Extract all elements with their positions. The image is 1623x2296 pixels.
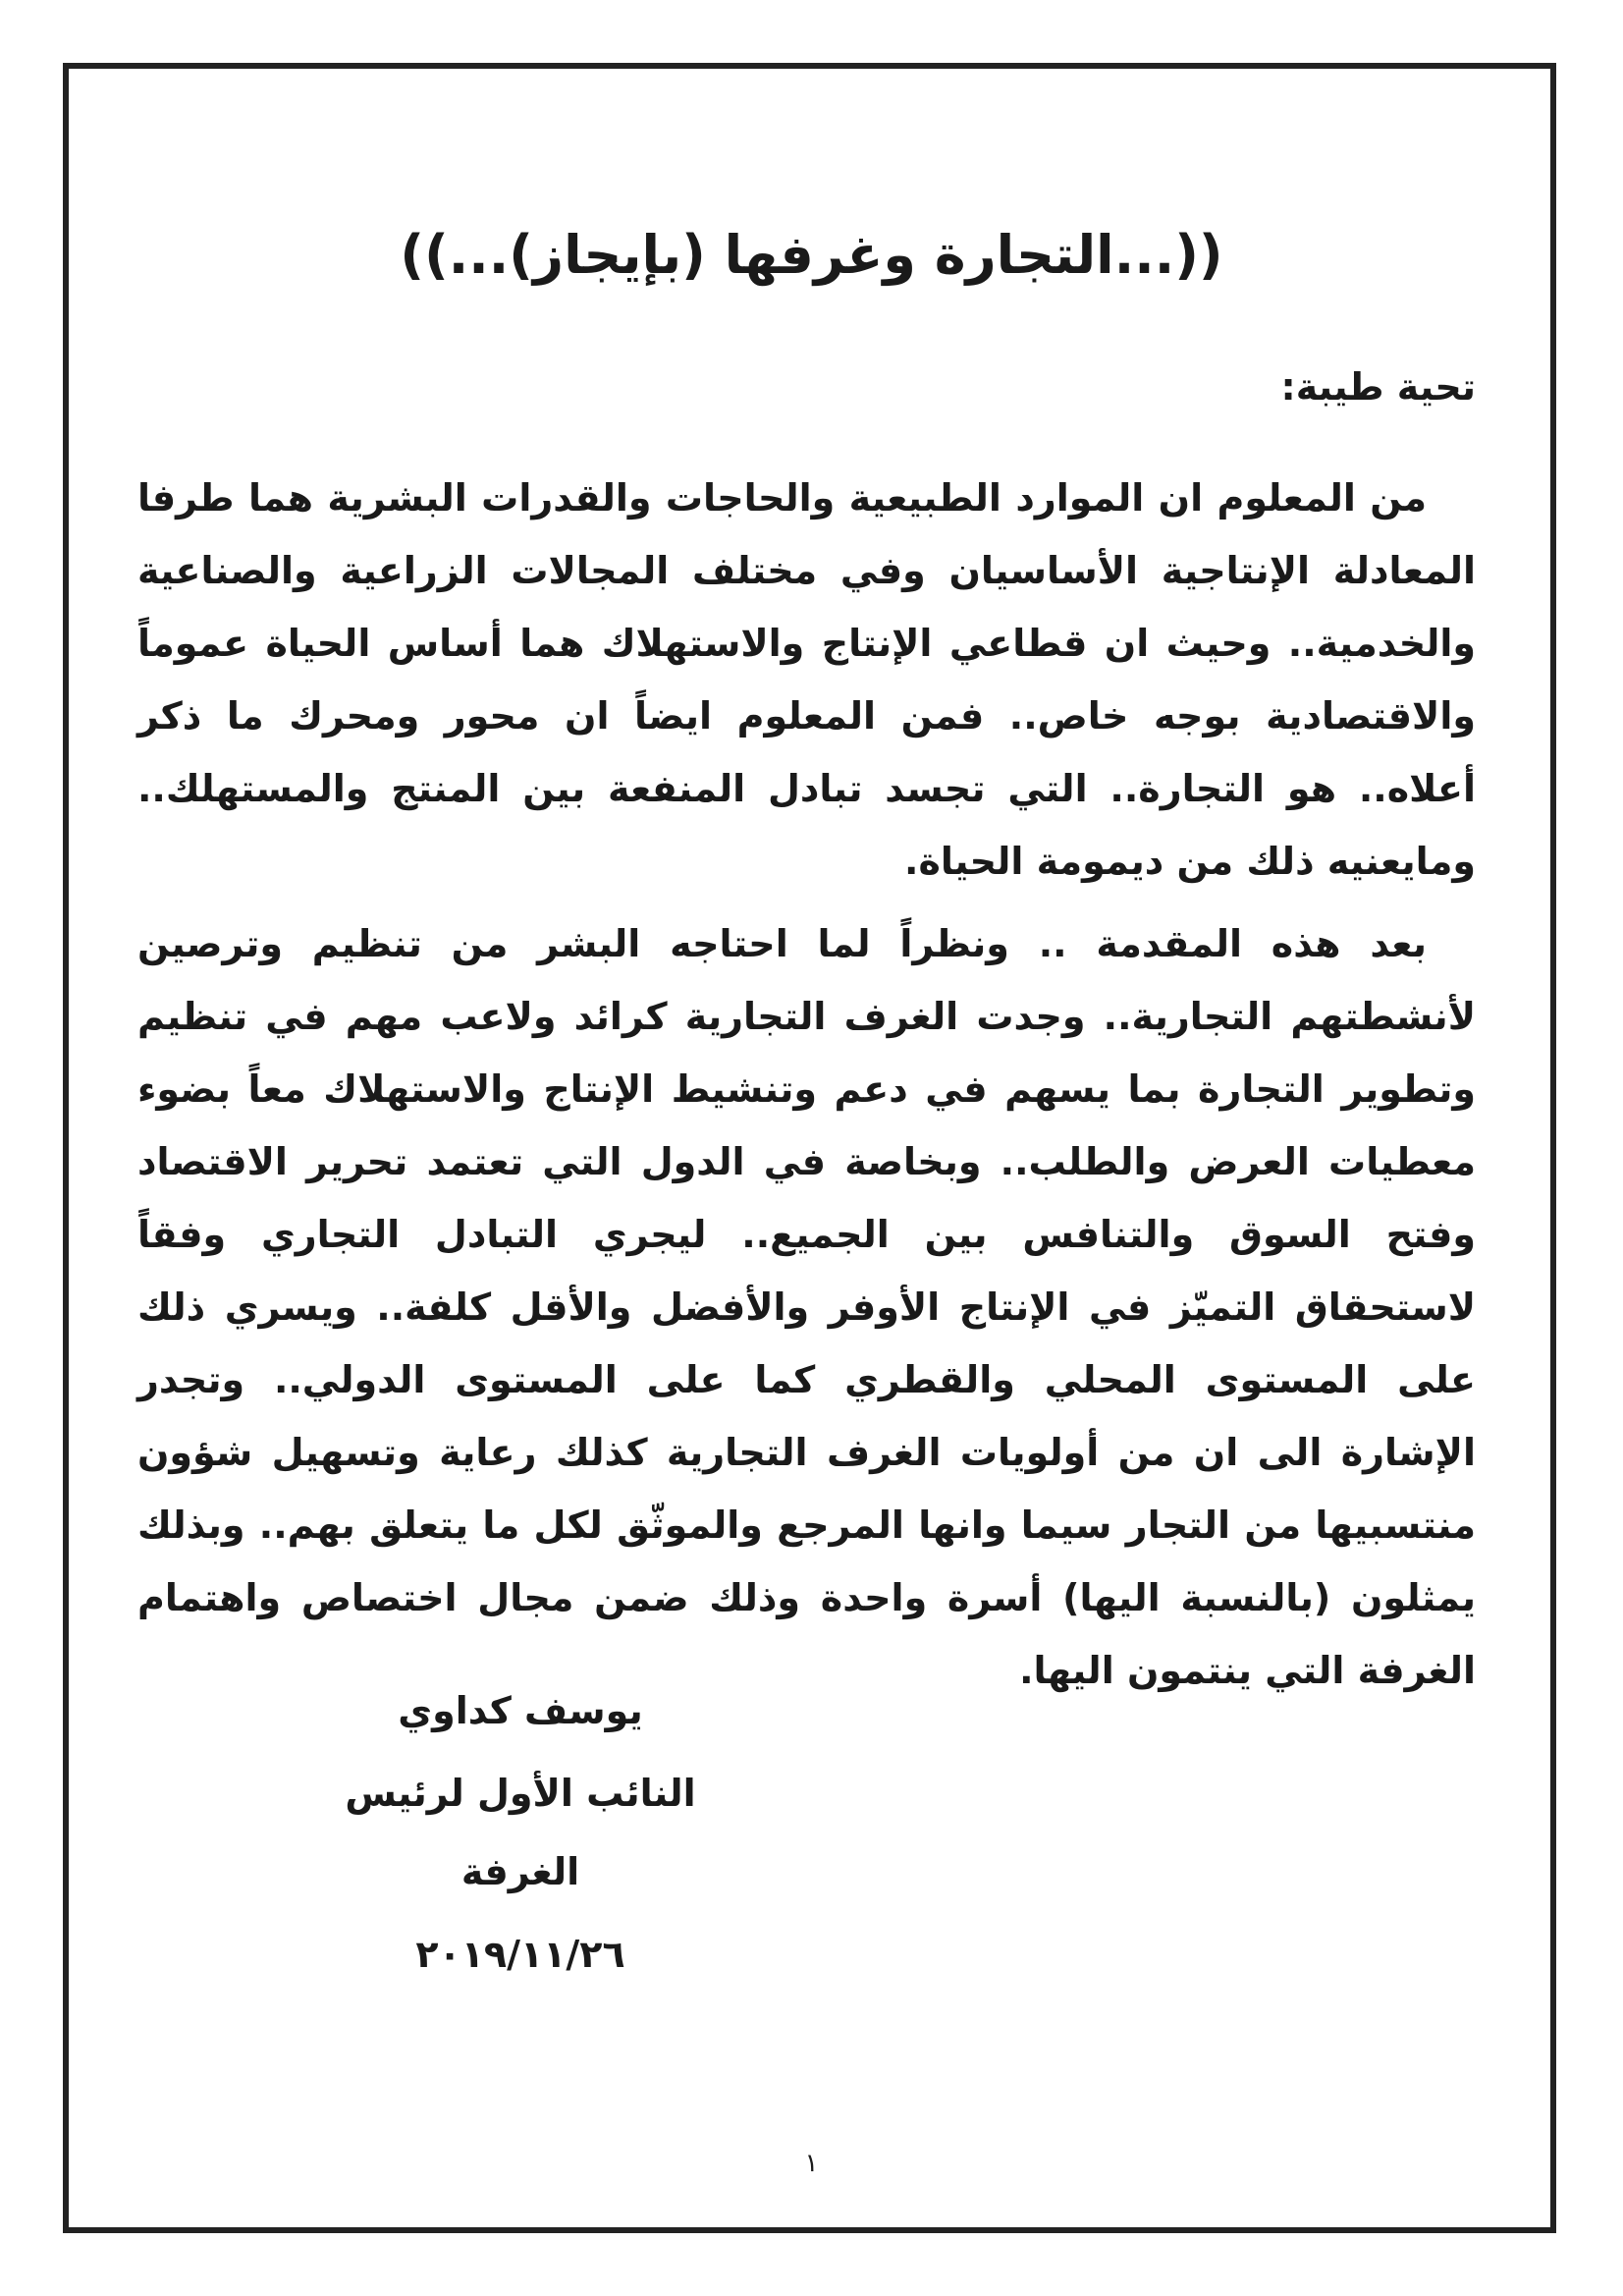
paragraph: من المعلوم ان الموارد الطبيعية والحاجات والقدرات البشرية هما طرفا المعادلة الإنتاجية الأساسيان وفي مختلف المجالات الزراعية والصناعية والخدمية.. وحيث ان قطاعي الإنتاج والاستهلاك هما أساس الحياة عموماً والاقتصادية بوجه خاص.. فمن المعلوم ايضاً ان محور ومحرك ما ذكر أعلاه.. هو التجارة.. التي تجسد تبادل المنفعة بين المنتج والمستهلك.. ومايعنيه ذلك من ديمومة الحياة. — [137, 476, 1476, 883]
page-number: ١ — [804, 2149, 819, 2178]
document-date: ٢٠١٩/١١/٢٦ — [415, 1933, 625, 1976]
paragraph: بعد هذه المقدمة .. ونظراً لما احتاجه البشر من تنظيم وترصين لأنشطتهم التجارية.. وجدت الغرف التجارية كرائد ولاعب مهم في تنظيم وتطوير التجارة بما يسهم في دعم وتنشيط الإنتاج والاستهلاك معاً بضوء معطيات العرض والطلب.. وبخاصة في الدول التي تعتمد تحرير الاقتصاد وفتح السوق والتنافس بين الجميع.. ليجري التبادل التجاري وفقاً لاستحقاق التميّز في الإنتاج الأوفر والأفضل والأقل كلفة.. ويسري ذلك على المستوى المحلي والقطري كما على المستوى الدولي.. وتجدر الإشارة الى ان من أولويات الغرف التجارية كذلك رعاية وتسهيل شؤون منتسبيها من التجار سيما وانها المرجع والموثّق لكل ما يتعلق بهم.. وبذلك يمثلون (بالنسبة اليها) أسرة واحدة وذلك ضمن مجال اختصاص واهتمام الغرفة التي ينتمون اليها. — [137, 922, 1476, 1692]
signature-block — [295, 1671, 746, 1994]
greeting: تحية طيبة: — [1280, 365, 1476, 409]
signatory-position: النائب الأول لرئيس الغرفة — [345, 1772, 696, 1893]
document-title: ((...التجارة وغرفها (بإيجاز)...)) — [400, 224, 1223, 286]
signatory-name: يوسف كداوي — [398, 1689, 643, 1732]
document-body — [137, 462, 1476, 1707]
